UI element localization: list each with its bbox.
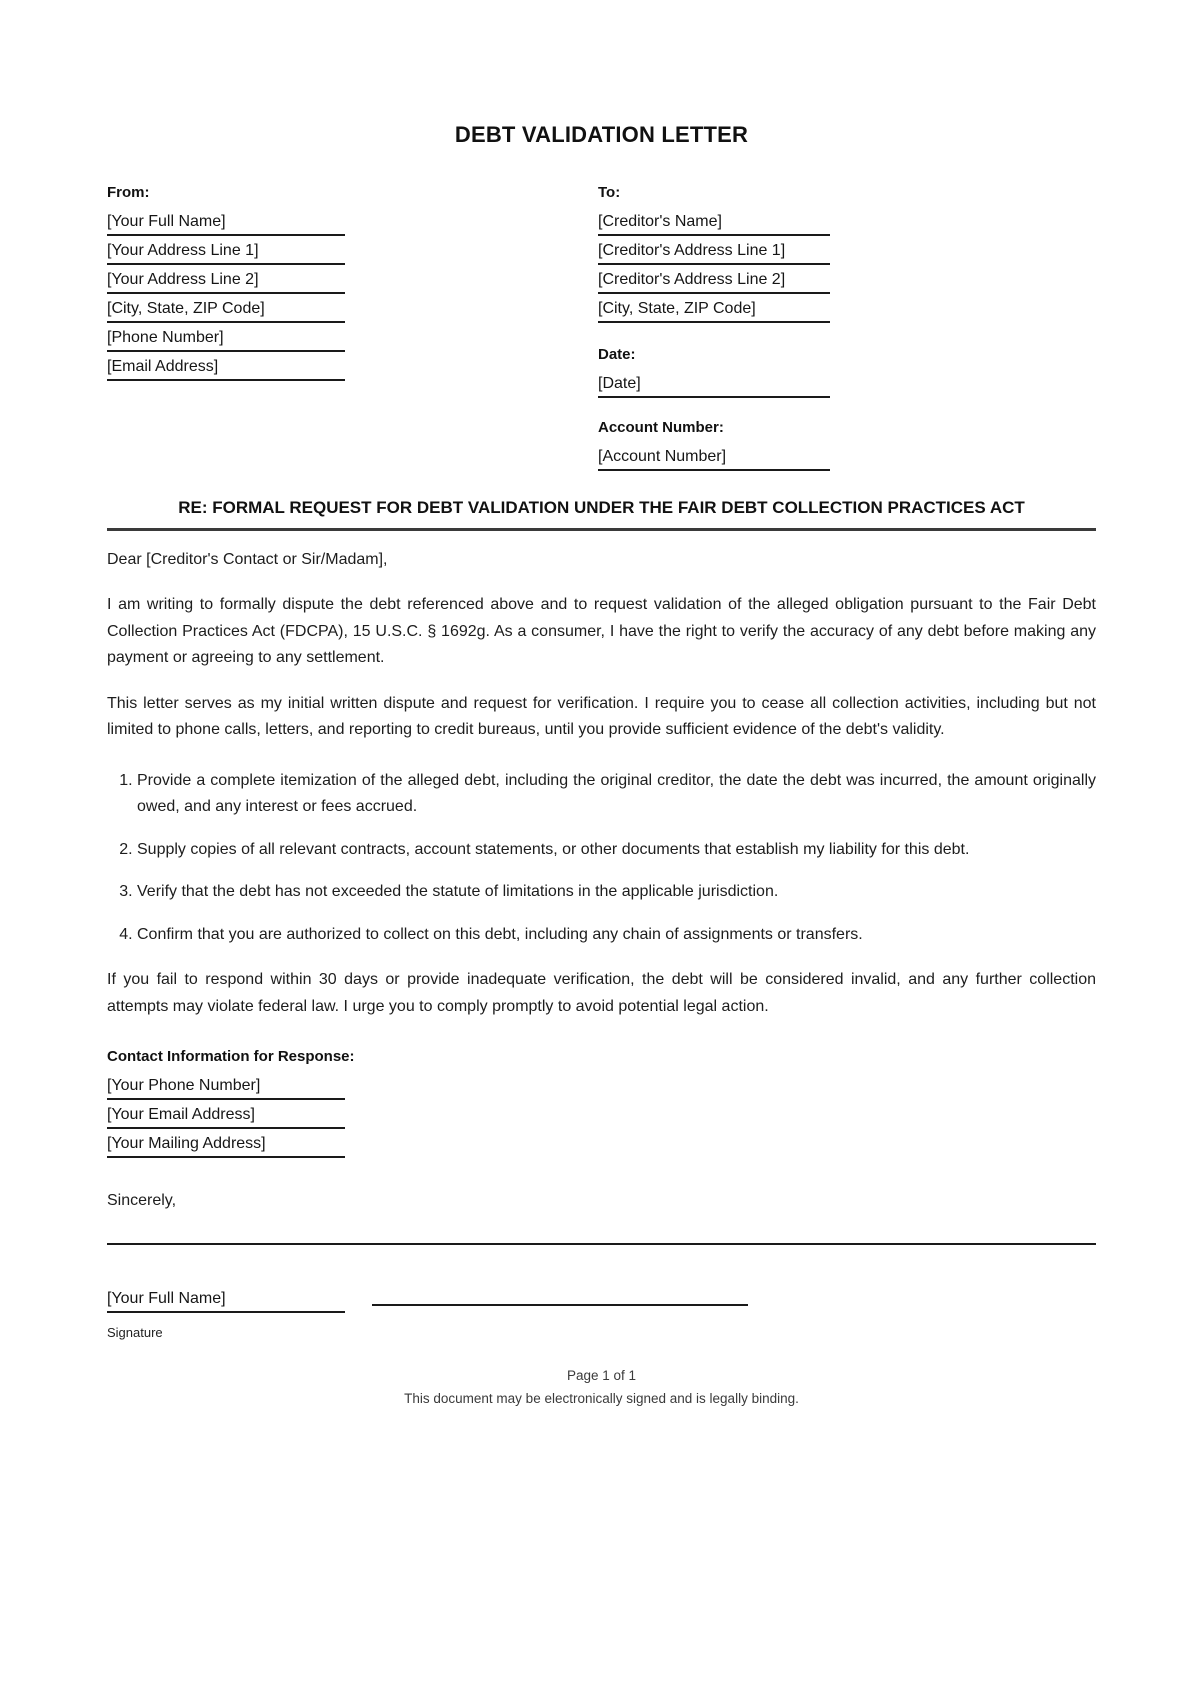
letter-header xyxy=(107,183,1096,476)
page-footer xyxy=(107,1367,1096,1407)
list-item-text: Supply copies of all relevant contracts, account statements, or other documents that establish my liability for this debt. xyxy=(137,840,970,858)
list-item xyxy=(137,879,1096,906)
from-full-name-field[interactable]: [Your Full Name] xyxy=(107,212,345,236)
contact-info-label: Contact Information for Response: xyxy=(107,1048,355,1065)
list-item-text: Verify that the debt has not exceeded the statute of limitations in the applicable jurisdiction. xyxy=(137,883,779,900)
from-address-line-2-field[interactable]: [Your Address Line 2] xyxy=(107,270,345,294)
from-phone-field[interactable]: [Phone Number] xyxy=(107,328,345,352)
body-paragraph-1: I am writing to formally dispute the debt referenced above and to request validation of the alleged obligation pursuant to the Fair Debt Collection Practices Act (FDCPA), 15 U.S.C. § 1692g. As a consumer, I have the right to verify the accuracy of any debt before making any payment or agreeing to any settlement. xyxy=(107,596,1096,666)
list-item-text: Confirm that you are authorized to collect on this debt, including any chain of assignments or transfers. xyxy=(137,925,863,943)
closing-paragraph: If you fail to respond within 30 days or provide inadequate verification, the debt will be considered invalid, and any further collection attempts may violate federal law. I urge you to comply promptly to avoid potential legal action. xyxy=(107,971,1096,1015)
subject-line: RE: FORMAL REQUEST FOR DEBT VALIDATION UNDER THE FAIR DEBT COLLECTION PRACTICES ACT xyxy=(107,497,1096,531)
to-city-state-zip-field[interactable]: [City, State, ZIP Code] xyxy=(598,299,830,323)
response-email-field[interactable]: [Your Email Address] xyxy=(107,1105,345,1129)
page-number: Page 1 of 1 xyxy=(566,1368,637,1383)
account-number-field[interactable]: [Account Number] xyxy=(598,447,830,471)
validation-request-list xyxy=(107,768,1096,949)
from-email-field[interactable]: [Email Address] xyxy=(107,357,345,381)
salutation: Dear [Creditor's Contact or Sir/Madam], xyxy=(107,551,388,568)
list-item-text: Provide a complete itemization of the alleged debt, including the original creditor, the date the debt was incurred, the amount originally owed, and any interest or fees accrued. xyxy=(137,771,1096,815)
from-section xyxy=(107,183,345,476)
from-label: From: xyxy=(107,184,150,201)
body-paragraph-2: This letter serves as my initial written dispute and request for verification. I require you to cease all collection activities, including but not limited to phone calls, letters, and reporting to credit bureaus, until you provide sufficient evidence of the debt's validity. xyxy=(107,694,1096,738)
signature-caption: Signature xyxy=(107,1325,163,1340)
from-city-state-zip-field[interactable]: [City, State, ZIP Code] xyxy=(107,299,345,323)
date-field[interactable]: [Date] xyxy=(598,374,830,398)
from-address-line-1-field[interactable]: [Your Address Line 1] xyxy=(107,241,345,265)
signature-line[interactable] xyxy=(372,1304,748,1306)
to-section xyxy=(598,183,830,476)
response-mailing-address-field[interactable]: [Your Mailing Address] xyxy=(107,1134,345,1158)
to-address-line-2-field[interactable]: [Creditor's Address Line 2] xyxy=(598,270,830,294)
list-item xyxy=(137,837,1096,864)
signoff: Sincerely, xyxy=(107,1192,177,1209)
contact-info-section xyxy=(107,1076,345,1158)
response-phone-field[interactable]: [Your Phone Number] xyxy=(107,1076,345,1100)
date-label: Date: xyxy=(598,346,636,363)
signer-name-field[interactable]: [Your Full Name] xyxy=(107,1289,345,1313)
list-item xyxy=(137,922,1096,949)
page-title: DEBT VALIDATION LETTER xyxy=(454,122,749,147)
closing-divider xyxy=(107,1243,1096,1245)
to-address-line-1-field[interactable]: [Creditor's Address Line 1] xyxy=(598,241,830,265)
to-label: To: xyxy=(598,184,621,201)
account-number-label: Account Number: xyxy=(598,419,724,436)
to-creditor-name-field[interactable]: [Creditor's Name] xyxy=(598,212,830,236)
list-item xyxy=(137,768,1096,821)
account-number-section xyxy=(598,418,830,471)
legal-note: This document may be electronically signed and is legally binding. xyxy=(404,1391,799,1406)
date-section xyxy=(598,345,830,398)
signature-row xyxy=(107,1289,1096,1313)
